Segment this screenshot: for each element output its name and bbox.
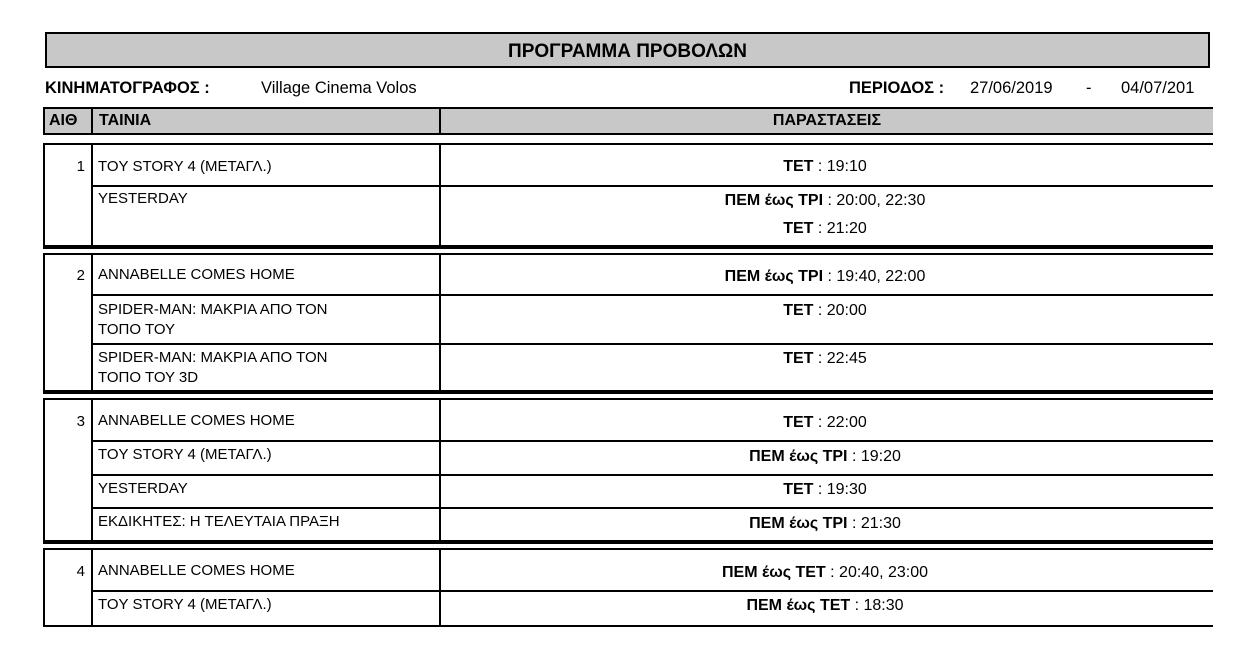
header-shows-label: ΠΑΡΑΣΤΑΣΕΙΣ <box>772 112 882 129</box>
showtime-line: ΤΕΤ : 21:20 <box>783 220 867 237</box>
cinema-name: Village Cinema Volos <box>261 79 417 97</box>
header-film <box>91 107 441 135</box>
film-title-line1: SPIDER-MAN: ΜΑΚΡΙΑ ΑΠΟ ΤΟΝ <box>98 349 328 366</box>
showtime-line: ΤΕΤ : 19:30 <box>783 481 867 498</box>
header-film-label: ΤΑΙΝΙΑ <box>99 112 152 129</box>
film-title: TOY STORY 4 (ΜΕΤΑΓΛ.) <box>98 158 272 175</box>
header-hall-label: ΑΙΘ <box>49 112 78 129</box>
hall-block-4 <box>43 548 1213 627</box>
showtime-line: ΠΕΜ έως ΤΕΤ : 18:30 <box>746 597 904 614</box>
film-title: YESTERDAY <box>98 480 188 497</box>
showtime-line: ΤΕΤ : 22:00 <box>783 414 867 431</box>
film-title: ΕΚΔΙΚΗΤΕΣ: Η ΤΕΛΕΥΤΑΙΑ ΠΡΑΞΗ <box>98 513 340 530</box>
showtime-line: ΠΕΜ έως ΤΡΙ : 19:20 <box>749 448 901 465</box>
hall-number: 2 <box>76 267 85 284</box>
hall-number: 3 <box>76 413 85 430</box>
showtime-line: ΠΕΜ έως ΤΕΤ : 20:40, 23:00 <box>721 564 929 581</box>
period-to: 04/07/201 <box>1121 79 1195 97</box>
film-title-line1: SPIDER-MAN: ΜΑΚΡΙΑ ΑΠΟ ΤΟΝ <box>98 301 328 318</box>
film-title: ANNABELLE COMES HOME <box>98 562 295 579</box>
page-title: ΠΡΟΓΡΑΜΜΑ ΠΡΟΒΟΛΩΝ <box>507 41 748 62</box>
period-from: 27/06/2019 <box>970 79 1053 97</box>
hall-number: 4 <box>76 563 85 580</box>
film-title: TOY STORY 4 (ΜΕΤΑΓΛ.) <box>98 596 272 613</box>
title-bar <box>45 32 1210 68</box>
header-shows <box>439 107 1213 135</box>
header-hall <box>43 107 93 135</box>
cinema-label: ΚΙΝΗΜΑΤΟΓΡΑΦΟΣ : <box>45 79 210 97</box>
showtime-line: ΠΕΜ έως ΤΡΙ : 19:40, 22:00 <box>724 268 926 285</box>
showtime-line: ΠΕΜ έως ΤΡΙ : 20:00, 22:30 <box>724 192 926 209</box>
film-title: TOY STORY 4 (ΜΕΤΑΓΛ.) <box>98 446 272 463</box>
film-title-line2: ΤΟΠΟ ΤΟΥ <box>98 321 176 338</box>
hall-number: 1 <box>76 158 85 175</box>
film-title-line2: ΤΟΠΟ ΤΟΥ 3D <box>98 369 199 386</box>
showtime-line: ΤΕΤ : 22:45 <box>783 350 867 367</box>
showtime-line: ΠΕΜ έως ΤΡΙ : 21:30 <box>749 515 901 532</box>
period-label: ΠΕΡΙΟΔΟΣ : <box>849 79 945 97</box>
showtime-line: ΤΕΤ : 20:00 <box>783 302 867 319</box>
film-title: YESTERDAY <box>98 190 188 207</box>
film-title: ANNABELLE COMES HOME <box>98 412 295 429</box>
showtime-line: ΤΕΤ : 19:10 <box>783 158 867 175</box>
film-title: ANNABELLE COMES HOME <box>98 266 295 283</box>
period-separator: - <box>1086 79 1092 97</box>
